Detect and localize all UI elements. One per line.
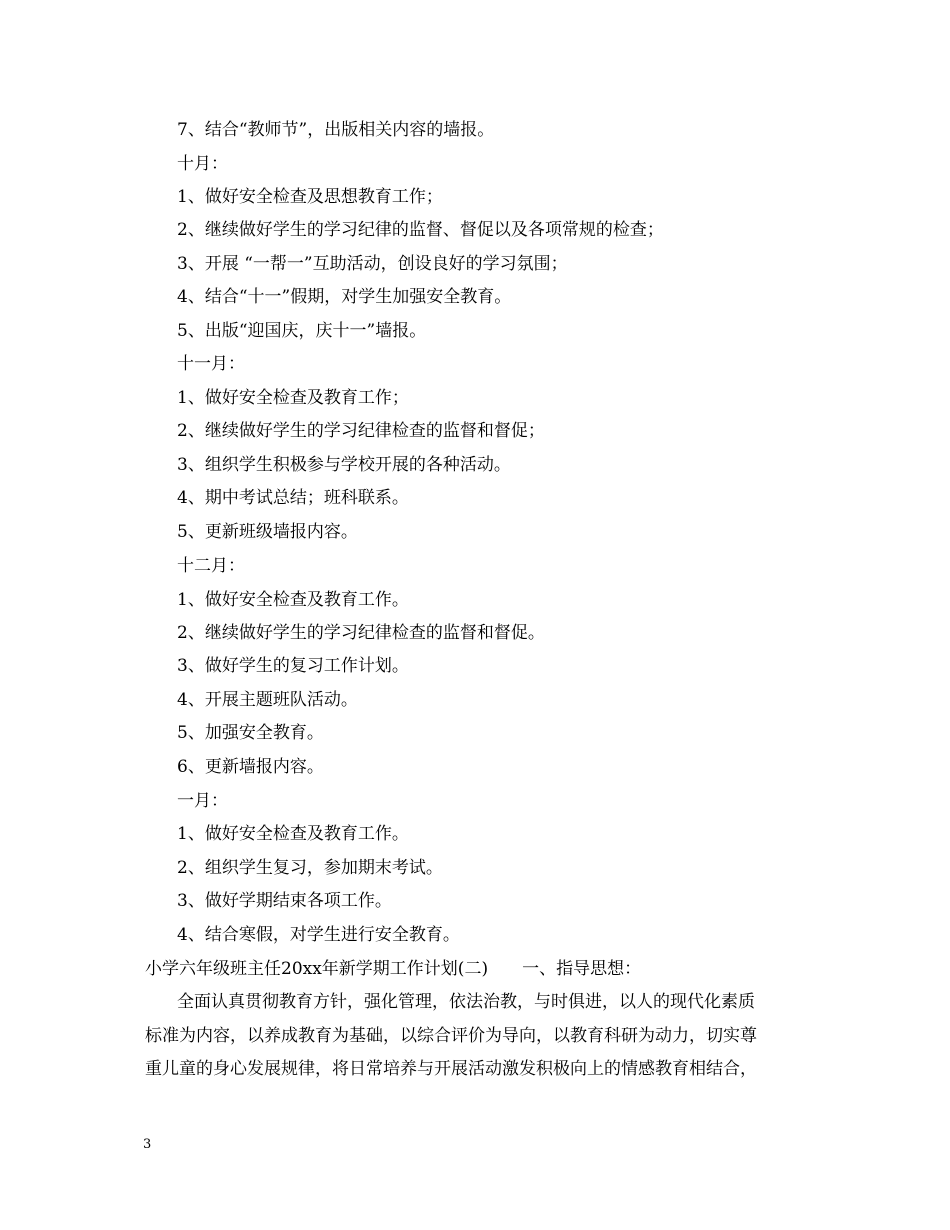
month-heading-december: 十二月：: [177, 556, 245, 576]
text-line-24: 3、做好学期结束各项工作。: [177, 891, 392, 911]
paragraph-line-1: 全面认真贯彻教育方针，强化管理，依法治教，与时俱进，以人的现代化素质: [177, 992, 755, 1012]
text-line-5: 3、开展 “一帮一”互助活动，创设良好的学习氛围；: [177, 254, 568, 274]
text-line-22: 1、做好安全检查及教育工作。: [177, 824, 409, 844]
paragraph-line-2: 标准为内容，以养成教育为基础，以综合评价为导向，以教育科研为动力，切实尊: [145, 1026, 757, 1046]
text-line-15: 1、做好安全检查及教育工作。: [177, 590, 409, 610]
month-heading-october: 十月：: [177, 154, 228, 174]
text-line-17: 3、做好学生的复习工作计划。: [177, 656, 409, 676]
month-heading-november: 十一月：: [177, 354, 245, 374]
text-line-25: 4、结合寒假，对学生进行安全教育。: [177, 925, 460, 945]
paragraph-line-3: 重儿童的身心发展规律，将日常培养与开展活动激发积极向上的情感教育相结合，: [145, 1059, 757, 1079]
text-line-12: 4、期中考试总结；班科联系。: [177, 488, 409, 508]
text-line-11: 3、组织学生积极参与学校开展的各种活动。: [177, 455, 511, 475]
text-line-23: 2、组织学生复习，参加期末考试。: [177, 858, 443, 878]
text-line-4: 2、继续做好学生的学习纪律的监督、督促以及各项常规的检查；: [177, 220, 664, 240]
text-line-6: 4、结合“十一”假期，对学生加强安全教育。: [177, 287, 512, 307]
text-line-20: 6、更新墙报内容。: [177, 757, 324, 777]
text-line-10: 2、继续做好学生的学习纪律检查的监督和督促；: [177, 421, 545, 441]
text-line-18: 4、开展主题班队活动。: [177, 690, 358, 710]
text-line-13: 5、更新班级墙报内容。: [177, 522, 358, 542]
section-heading: 小学六年级班主任20xx年新学期工作计划(二) 一、指导思想：: [145, 959, 642, 979]
month-heading-january: 一月：: [177, 791, 228, 811]
page-number: 3: [143, 1137, 152, 1152]
text-line-19: 5、加强安全教育。: [177, 723, 324, 743]
text-line-16: 2、继续做好学生的学习纪律检查的监督和督促。: [177, 623, 545, 643]
text-line-1: 7、结合“教师节”，出版相关内容的墙报。: [177, 120, 495, 140]
text-line-3: 1、做好安全检查及思想教育工作；: [177, 187, 443, 207]
text-line-9: 1、做好安全检查及教育工作；: [177, 388, 409, 408]
text-line-7: 5、出版“迎国庆，庆十一”墙报。: [177, 321, 427, 341]
